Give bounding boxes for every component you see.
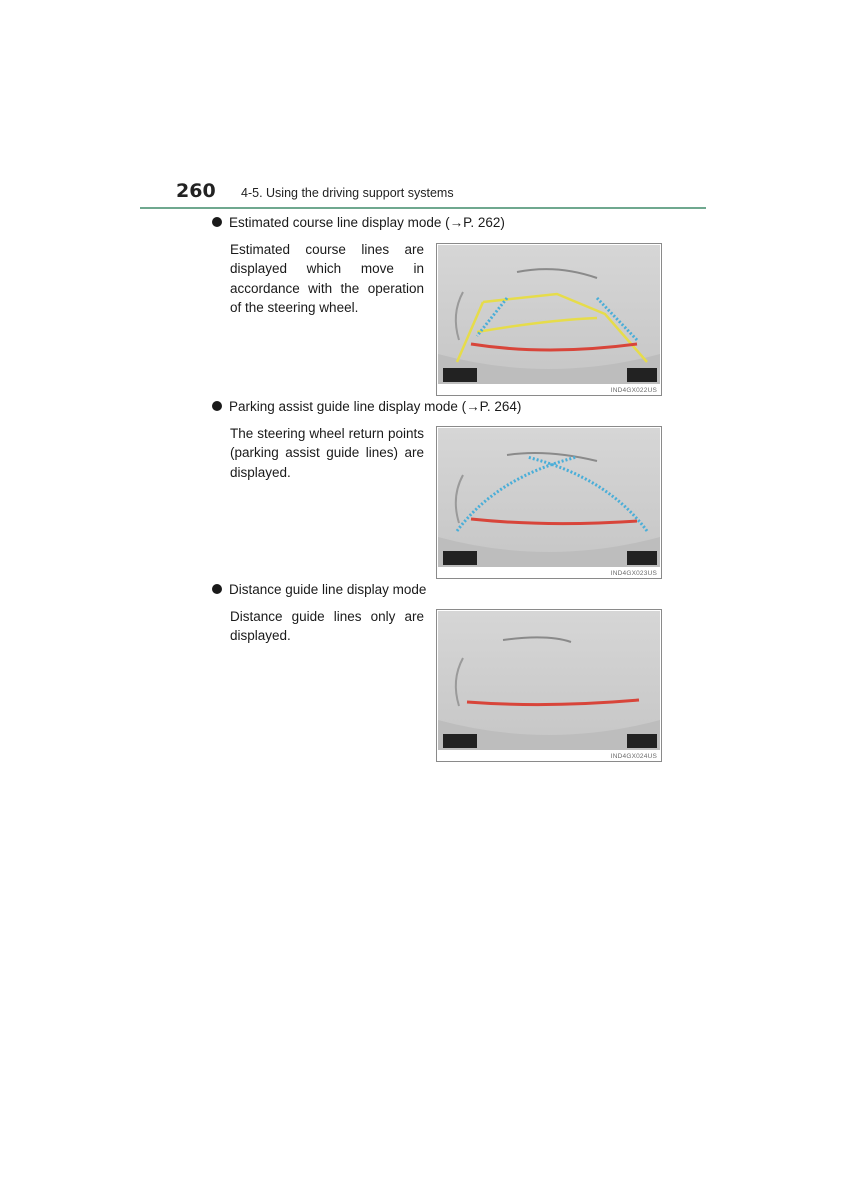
image-code: IND4GX024US [610,753,657,760]
page-header [0,0,848,210]
item-body: Distance guide lines only are displayed. [230,609,424,644]
item-heading: Distance guide line display mode [229,582,427,597]
section-title: 4-5. Using the driving support systems [241,186,454,200]
bullet-icon [212,217,222,227]
distance-guide-illustration [437,610,661,761]
parking-assist-illustration [437,427,661,578]
camera-screen-image [436,609,662,762]
page-number: 260 [176,180,216,202]
header-rule [140,207,706,209]
camera-screen-image [436,243,662,396]
item-body: Estimated course lines are displayed which move in accordance with the operation of the steering wheel. [230,242,424,316]
item-heading: Estimated course line display mode (→P. 262) [229,215,505,230]
bullet-icon [212,584,222,594]
image-code: IND4GX022US [610,387,657,394]
item-heading: Parking assist guide line display mode (→P. 264) [229,399,522,414]
image-code: IND4GX023US [610,570,657,577]
bullet-icon [212,401,222,411]
camera-screen-image [436,426,662,579]
item-body: The steering wheel return points (parking assist guide lines) are displayed. [230,426,424,480]
estimated-course-illustration [437,244,661,395]
